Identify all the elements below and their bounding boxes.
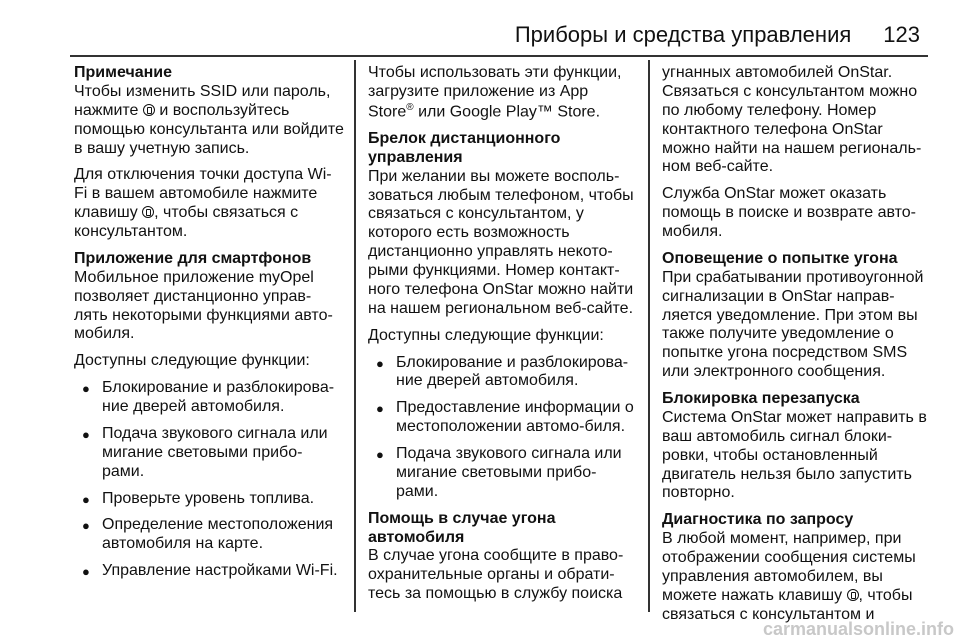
list-item: ● Предоставление информации о местоположении автомо-биля. <box>368 399 636 437</box>
column-divider-1 <box>354 60 356 612</box>
column-divider-2 <box>648 60 650 612</box>
column-2 <box>368 64 636 626</box>
restart-heading: Блокировка перезапуска <box>662 390 860 407</box>
diag-heading: Диагностика по запросу <box>662 511 854 529</box>
onstar-button-icon <box>142 206 154 218</box>
onstar-button-icon <box>143 104 155 116</box>
hotspot-text: Для отключения точки доступа Wi-Fi в вашем автомобиле нажмите клавишу , чтобы связаться с консультантом. <box>74 166 332 240</box>
list-item: ● Управление настройками Wi-Fi. <box>74 562 344 581</box>
app-text: Мобильное приложение myOpel позволяет дистанционно управ-лять некоторыми функциями авто-мобиля. <box>74 268 333 343</box>
alert-text: При срабатывании противоугонной сигнализации в OnStar направ-ляется уведомление. При этом вы также получите уведомление о попытке угона посредством SMS или электронного сообщения. <box>662 268 924 381</box>
theft-heading: Помощь в случае угона автомобиля <box>368 509 556 546</box>
page-title: Приборы и средства управления <box>514 22 852 47</box>
functions-list <box>74 379 344 581</box>
onstar-button-icon <box>847 589 859 601</box>
column-1 <box>74 64 344 626</box>
functions-intro: Доступны следующие функции: <box>74 352 310 370</box>
note-heading: Примечание <box>74 64 173 81</box>
download-text: Чтобы использовать эти функции, загрузите приложение из App Store® или Google Play™ Store. <box>368 64 622 121</box>
app-heading: Приложение для смартфонов <box>74 249 312 267</box>
list-item: ● Проверьте уровень топлива. <box>74 490 344 509</box>
note-text: Чтобы изменить SSID или пароль, нажмите и воспользуйтесь помощью консультанта или войдите в вашу учетную запись. <box>74 82 344 157</box>
fob-heading: Брелок дистанционного управления <box>368 129 561 166</box>
theft-continued-2: Служба OnStar может оказать помощь в поиске и возврате авто-мобиля. <box>662 185 916 240</box>
list-item: ● Подача звукового сигнала или мигание световыми прибо-рами. <box>368 445 636 502</box>
watermark: carmanualsonline.info <box>762 618 954 639</box>
list-item: ● Подача звукового сигнала или мигание световыми прибо-рами. <box>74 425 344 482</box>
functions-intro: Доступны следующие функции: <box>368 326 604 344</box>
restart-text: Система OnStar может направить в ваш автомобиль сигнал блоки-ровки, чтобы остановленный двигатель нельзя было запустить повторно. <box>662 408 927 502</box>
page-header <box>0 22 920 52</box>
alert-heading: Оповещение о попытке угона <box>662 249 898 267</box>
fob-text: При желании вы можете восполь-зоваться любым телефоном, чтобы связаться с консультантом, у которого есть возможность дистанционно управлять некото-рыми функциями. Номер контакт-ного телефона OnStar можно найти на нашем региональном веб-сайте. <box>368 167 634 317</box>
column-3 <box>662 64 932 626</box>
note-block <box>74 64 344 158</box>
page-number: 123 <box>883 22 920 47</box>
theft-text: В случае угона сообщите в право-охранительные органы и обрати-тесь за помощью в службу поиска <box>368 547 624 603</box>
list-item: ● Блокирование и разблокирова-ние дверей автомобиля. <box>74 379 344 417</box>
header-divider <box>70 55 928 57</box>
functions-list <box>368 354 636 502</box>
list-item: ● Определение местоположения автомобиля на карте. <box>74 516 344 554</box>
list-item: ● Блокирование и разблокирова-ние дверей автомобиля. <box>368 354 636 392</box>
diag-text: В любой момент, например, при отображении сообщения системы управления автомобилем, вы можете нажать клавишу , чтобы связаться с консультантом и <box>662 530 916 623</box>
theft-continued: угнанных автомобилей OnStar. Связаться с консультантом можно по любому телефону. Номер контактного телефона OnStar можно найти на нашем региональ-ном веб-сайте. <box>662 64 922 176</box>
